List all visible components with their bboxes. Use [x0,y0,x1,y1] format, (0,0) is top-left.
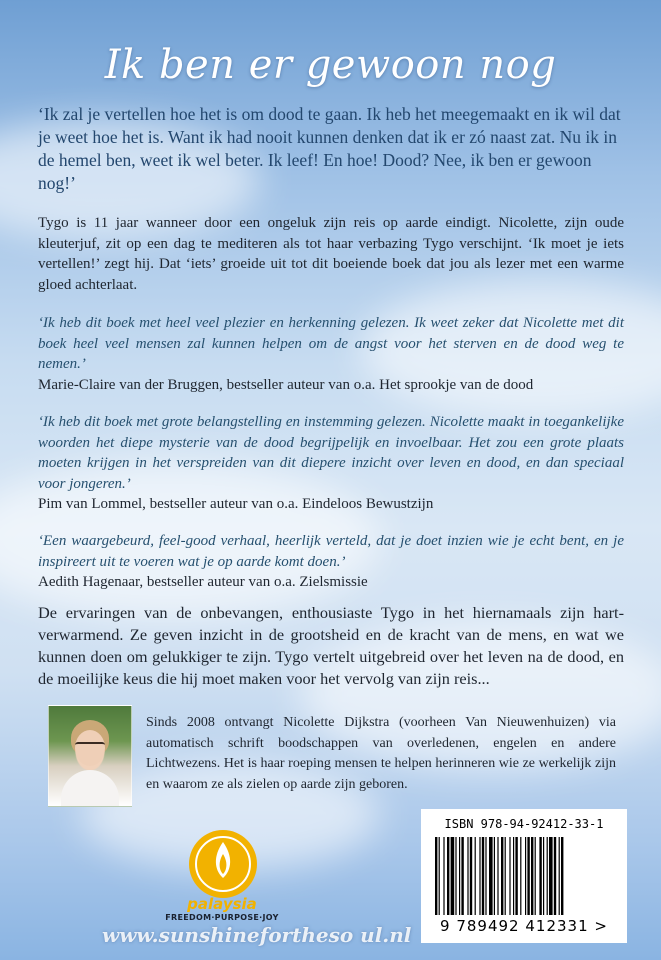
barcode-bar [505,837,506,915]
barcode-bar [520,837,521,915]
barcode-bars [433,837,615,917]
barcode-digits: 9 789492 412331 > [440,917,608,935]
barcode-bar [543,837,544,915]
barcode-bar [439,837,440,915]
barcode-bar [525,837,526,915]
isbn-number: ISBN 978-94-92412-33-1 [444,817,604,831]
review-text: ‘Een waargebeurd, feel-good verhaal, heerlijk verteld, dat je doet inzien wie je echt bent, en je inspireert uit te voeren wat je op aarde komt doen.’ [38,533,624,570]
barcode-bar [459,837,460,915]
barcode-bar [451,837,455,915]
barcode-bar [447,837,449,915]
barcode-bar [554,837,556,915]
barcode-bar [485,837,486,915]
barcode-bar [435,837,437,915]
barcode-bar [561,837,563,915]
review-quote-1 [38,313,624,395]
barcode-bar [531,837,533,915]
review-quote-2 [38,412,624,515]
barcode-bar [489,837,493,915]
barcode-bar [539,837,541,915]
barcode-bar [443,837,444,915]
book-title: Ik ben er gewoon nog [104,42,557,88]
website-link[interactable]: www.sunshinefortheso ul.nl [102,923,412,947]
barcode-bar [467,837,468,915]
review-text: ‘Ik heb dit boek met grote belangstelling en instemming gelezen. Nicolette maakt in toegankelijke woorden het diepe mysterie van de dood begrijpelijk en invoelbaar. Het zou een grote plaats moeten krijgen in het verspreiden van dit diepere inzicht over leven en dood, en dan speciaal voor jongeren.’ [38,414,624,492]
review-attribution: Aedith Hagenaar, bestseller auteur van o.a. Zielsmissie [38,574,368,590]
barcode-bar [513,837,514,915]
author-bio: Sinds 2008 ontvangt Nicolette Dijkstra (voorheen Van Nieuwenhuizen) via automatisch schrift boodschappen van overledenen, engelen en andere Lichtwezens. Het is haar roeping mensen te helpen herinneren wie ze werkelijk zijn en waarom ze als zielen op aarde zijn geboren. [146,715,616,792]
review-text: ‘Ik heb dit boek met heel veel plezier en herkenning gelezen. Ik weet zeker dat Nicolette met dit boek heel veel mensen zal kunnen helpen om de angst voor het sterven en de dood weg te nemen.’ [38,315,624,372]
barcode-bar [501,837,503,915]
review-quote-3 [38,531,624,593]
review-attribution: Pim van Lommel, bestseller auteur van o.a. Eindeloos Bewustzijn [38,496,434,512]
barcode-bar [470,837,472,915]
barcode-bar [549,837,553,915]
barcode-bar [494,837,495,915]
barcode-bar [547,837,548,915]
barcode-bar [482,837,484,915]
barcode-bar [497,837,498,915]
publisher-name: palaysia [187,895,257,913]
review-attribution: Marie-Claire van der Bruggen, bestseller auteur van o.a. Het sprookje van de dood [38,376,534,393]
barcode-bar [475,837,476,915]
barcode-bar [479,837,480,915]
author-photo [48,705,132,807]
barcode-bar [515,837,517,915]
publisher-tagline: FREEDOM·PURPOSE·JOY [165,913,279,922]
barcode-bar [559,837,560,915]
barcode-bar [527,837,529,915]
closing-paragraph: De ervaringen van de onbevangen, enthousiaste Tygo in het hiernamaals zijn hart-verwarmend. Ze geven inzicht in de grootsheid en de kracht van de mens, en wat we kunnen doen om gelukkiger te zijn. Tygo vertelt uitgebreid over het leven na de dood, en de moeilijke keus die hij moet maken voor het vervolg van zijn reis... [38,603,624,688]
intro-quote: ‘Ik zal je vertellen hoe het is om dood te gaan. Ik heb het meegemaakt en ik wil dat je weet hoe het is. Want ik had nooit kunnen denken dat ik er zó naast zat. Nu ik in de hemel ben, weet ik wel beter. Ik leef! En hoe! Dood? Nee, ik ben er gewoon nog!’ [38,104,621,193]
synopsis-paragraph: Tygo is 11 jaar wanneer door een ongeluk zijn reis op aarde eindigt. Nicolette, zijn oude kleuterjuf, zit op een dag te mediteren als tot haar verbazing Tygo verschijnt. ‘Ik moet je iets vertellen!’ zegt hij. Dat ‘iets’ groeide uit tot dit boeiende boek dat jou als lezer met een warme gloed achterlaat. [38,215,624,293]
barcode-bar [461,837,463,915]
barcode-bar [509,837,510,915]
barcode-bar [455,837,456,915]
isbn-barcode [421,809,627,943]
barcode-bar [535,837,536,915]
